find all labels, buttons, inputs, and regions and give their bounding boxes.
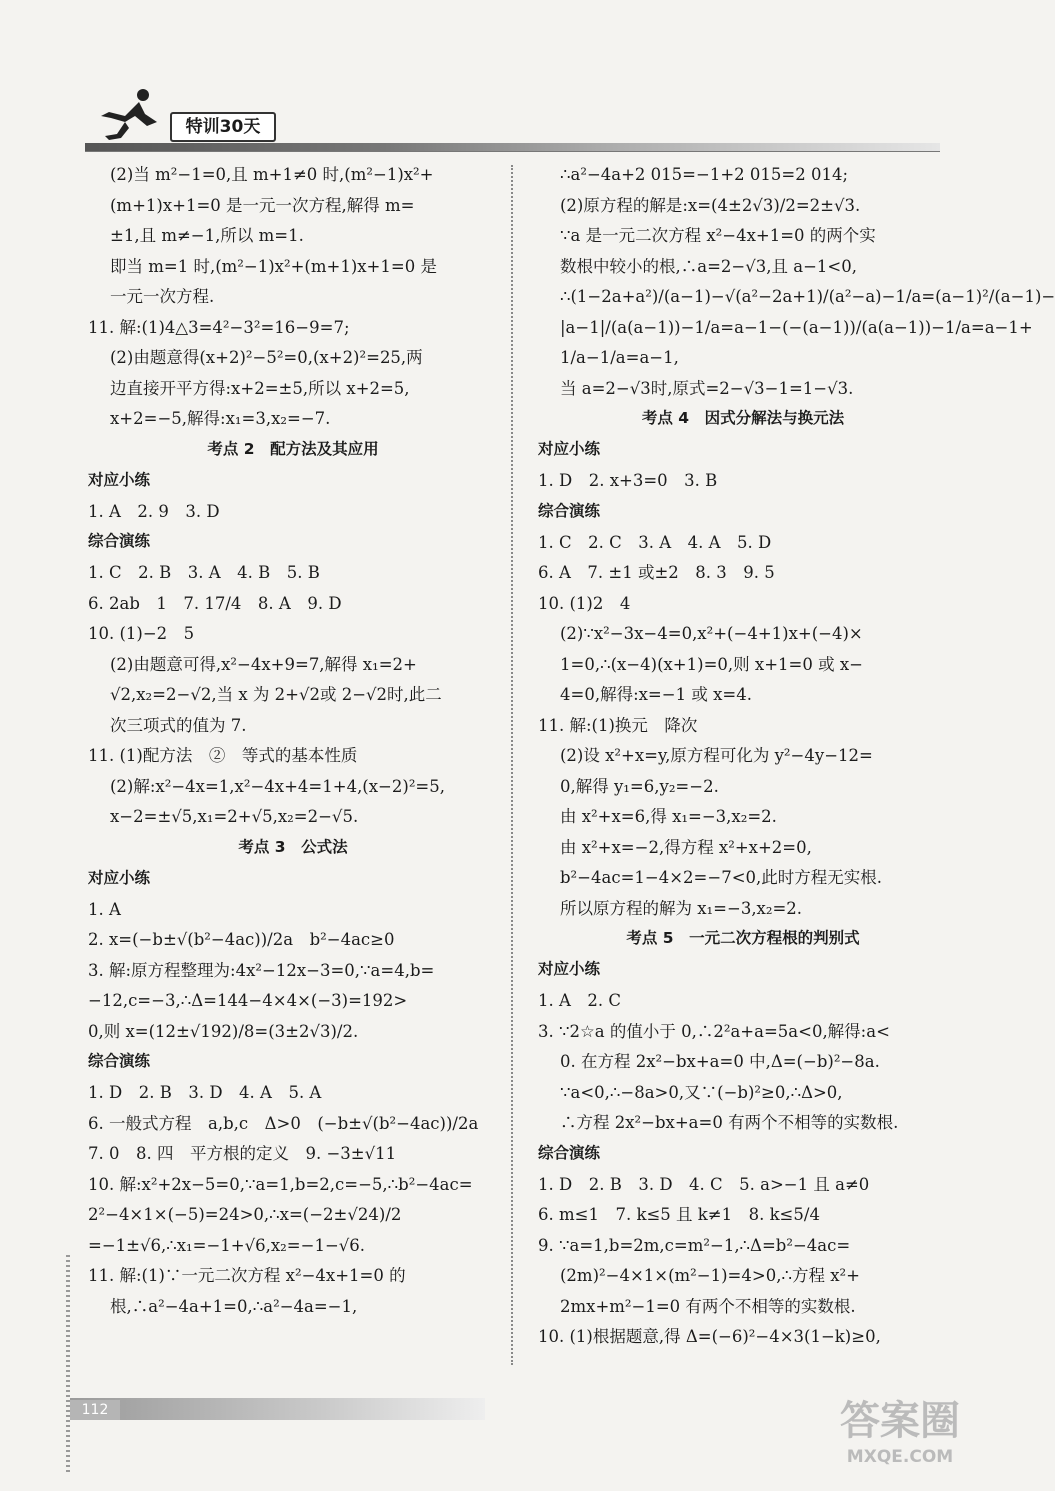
text-line: =−1±√6,∴x₁=−1+√6,x₂=−1−√6. — [88, 1235, 366, 1255]
text-line: 1. D 2. x+3=0 3. B — [538, 471, 718, 490]
text-line: 10. (1)2 4 — [538, 593, 631, 613]
runner-icon — [95, 86, 165, 146]
text-line: ±1,且 m≠−1,所以 m=1. — [110, 226, 304, 245]
text-line: 6. A 7. ±1 或±2 8. 3 9. 5 — [538, 563, 775, 582]
text-line: 0,解得 y₁=6,y₂=−2. — [560, 776, 719, 796]
text-line: 2. x=(−b±√(b²−4ac))/2a b²−4ac≥0 — [88, 930, 395, 949]
text-line: (2)原方程的解是:x=(4±2√3)/2=2±√3. — [560, 195, 861, 215]
text-line: 10. 解:x²+2x−5=0,∵a=1,b=2,c=−5,∴b²−4ac= — [88, 1174, 473, 1194]
text-line: ∵a<0,∴−8a>0,又∵(−b)²≥0,∴Δ>0, — [560, 1082, 843, 1102]
subsection-heading: 综合演练 — [88, 532, 151, 550]
text-line: 所以原方程的解为 x₁=−3,x₂=2. — [560, 898, 803, 918]
text-line: 1/a−1/a=a−1, — [560, 348, 679, 367]
text-line: 11. 解:(1)换元 降次 — [538, 715, 698, 735]
text-line: 1. C 2. C 3. A 4. A 5. D — [538, 532, 772, 552]
text-line: 1. A 2. C — [538, 991, 622, 1010]
watermark-sub: MXQE.COM — [846, 1447, 954, 1467]
text-line: 1. A — [88, 899, 121, 919]
text-line: 1. D 2. B 3. D 4. A 5. A — [88, 1083, 322, 1102]
header-bar — [85, 143, 940, 151]
text-line: 即当 m=1 时,(m²−1)x²+(m+1)x+1=0 是 — [110, 256, 437, 276]
subsection-heading: 对应小练 — [538, 960, 601, 978]
text-line: 9. ∵a=1,b=2m,c=m²−1,∴Δ=b²−4ac= — [538, 1235, 851, 1255]
text-line: 当 a=2−√3时,原式=2−√3−1=1−√3. — [560, 378, 854, 398]
left-column — [88, 162, 498, 1324]
text-line: 一元一次方程. — [110, 287, 215, 306]
text-line: 11. 解:(1)4△3=4²−3²=16−9=7; — [88, 317, 350, 337]
text-line: b²−4ac=1−4×2=−7<0,此时方程无实根. — [560, 868, 883, 887]
subsection-heading: 综合演练 — [538, 1143, 601, 1162]
text-line: 4=0,解得:x=−1 或 x=4. — [560, 685, 752, 704]
section-heading: 考点 3 公式法 — [238, 837, 348, 856]
text-line: ∵a 是一元二次方程 x²−4x+1=0 的两个实 — [560, 226, 876, 245]
right-column — [538, 162, 1055, 1355]
subsection-heading: 对应小练 — [88, 868, 151, 887]
text-line: (2)∵x²−3x−4=0,x²+(−4+1)x+(−4)× — [560, 624, 863, 643]
text-line: 1=0,∴(x−4)(x+1)=0,则 x+1=0 或 x− — [560, 654, 863, 674]
book-title: 特训30天 — [170, 112, 276, 142]
page-number: 112 — [70, 1400, 120, 1420]
text-line: 1. A 2. 9 3. D — [88, 501, 220, 521]
text-line: |a−1|/(a(a−1))−1/a=a−1−(−(a−1))/(a(a−1))−1/a=a−1+ — [560, 317, 1033, 337]
text-line: −12,c=−3,∴Δ=144−4×4×(−3)=192> — [88, 991, 408, 1010]
section-heading: 考点 2 配方法及其应用 — [207, 439, 379, 458]
side-decoration — [66, 1255, 70, 1475]
text-line: 10. (1)根据题意,得 Δ=(−6)²−4×3(1−k)≥0, — [538, 1327, 881, 1346]
text-line: ∴方程 2x²−bx+a=0 有两个不相等的实数根. — [560, 1113, 899, 1132]
text-line: 3. ∵2☆a 的值小于 0,∴2²a+a=5a<0,解得:a< — [538, 1021, 890, 1041]
text-line: ∴a²−4a+2 015=−1+2 015=2 014; — [560, 165, 849, 184]
text-line: 由 x²+x=6,得 x₁=−3,x₂=2. — [560, 807, 777, 826]
text-line: 10. (1)−2 5 — [88, 624, 195, 643]
text-line: 边直接开平方得:x+2=±5,所以 x+2=5, — [110, 378, 410, 398]
footer-bar — [70, 1398, 485, 1420]
text-line: 由 x²+x=−2,得方程 x²+x+2=0, — [560, 837, 812, 857]
text-line: 次三项式的值为 7. — [110, 715, 247, 735]
text-line: (2)由题意得(x+2)²−5²=0,(x+2)²=25,两 — [110, 348, 423, 367]
text-line: (m+1)x+1=0 是一元一次方程,解得 m= — [110, 195, 415, 215]
text-line: (2)解:x²−4x=1,x²−4x+4=1+4,(x−2)²=5, — [110, 776, 445, 796]
text-line: 2²−4×1×(−5)=24>0,∴x=(−2±√24)/2 — [88, 1205, 402, 1224]
text-line: (2)设 x²+x=y,原方程可化为 y²−4y−12= — [560, 746, 873, 765]
section-heading: 考点 4 因式分解法与换元法 — [641, 409, 845, 427]
text-line: 11. (1)配方法 ② 等式的基本性质 — [88, 746, 358, 765]
column-divider — [511, 165, 513, 1365]
text-line: √2,x₂=2−√2,当 x 为 2+√2或 2−√2时,此二 — [110, 685, 442, 704]
text-line: ∴(1−2a+a²)/(a−1)−√(a²−2a+1)/(a²−a)−1/a=(a−1)²/(a−1)− — [560, 287, 1055, 306]
text-line: 6. m≤1 7. k≤5 且 k≠1 8. k≤5/4 — [538, 1205, 820, 1224]
text-line: (2m)²−4×1×(m²−1)=4>0,∴方程 x²+ — [560, 1266, 860, 1285]
text-line: 11. 解:(1)∵一元二次方程 x²−4x+1=0 的 — [88, 1266, 406, 1285]
text-line: 0,则 x=(12±√192)/8=(3±2√3)/2. — [88, 1021, 359, 1041]
watermark-main: 答案圈 — [840, 1398, 960, 1444]
text-line: 1. D 2. B 3. D 4. C 5. a>−1 且 a≠0 — [538, 1174, 870, 1194]
subsection-heading: 对应小练 — [88, 470, 151, 489]
text-line: x+2=−5,解得:x₁=3,x₂=−7. — [110, 409, 331, 428]
header-line — [85, 151, 940, 152]
watermark-logo — [810, 1395, 990, 1485]
section-heading: 考点 5 一元二次方程根的判别式 — [626, 929, 860, 947]
text-line: 数根中较小的根,∴a=2−√3,且 a−1<0, — [560, 256, 857, 276]
text-line: 3. 解:原方程整理为:4x²−12x−3=0,∵a=4,b= — [88, 960, 435, 980]
text-line: 1. C 2. B 3. A 4. B 5. B — [88, 563, 320, 582]
subsection-heading: 综合演练 — [538, 501, 601, 520]
subsection-heading: 综合演练 — [88, 1052, 151, 1070]
text-line: 根,∴a²−4a+1=0,∴a²−4a=−1, — [110, 1296, 358, 1316]
subsection-heading: 对应小练 — [538, 440, 601, 458]
text-line: 7. 0 8. 四 平方根的定义 9. −3±√11 — [88, 1144, 397, 1163]
text-line: (2)当 m²−1=0,且 m+1≠0 时,(m²−1)x²+ — [110, 165, 434, 184]
text-line: x−2=±√5,x₁=2+√5,x₂=2−√5. — [110, 807, 359, 826]
text-line: 6. 2ab 1 7. 17/4 8. A 9. D — [88, 593, 342, 613]
text-line: (2)由题意可得,x²−4x+9=7,解得 x₁=2+ — [110, 654, 417, 674]
text-line: 6. 一般式方程 a,b,c Δ>0 (−b±√(b²−4ac))/2a — [88, 1113, 479, 1133]
text-line: 0. 在方程 2x²−bx+a=0 中,Δ=(−b)²−8a. — [560, 1052, 880, 1071]
text-line: 2mx+m²−1=0 有两个不相等的实数根. — [560, 1296, 856, 1316]
